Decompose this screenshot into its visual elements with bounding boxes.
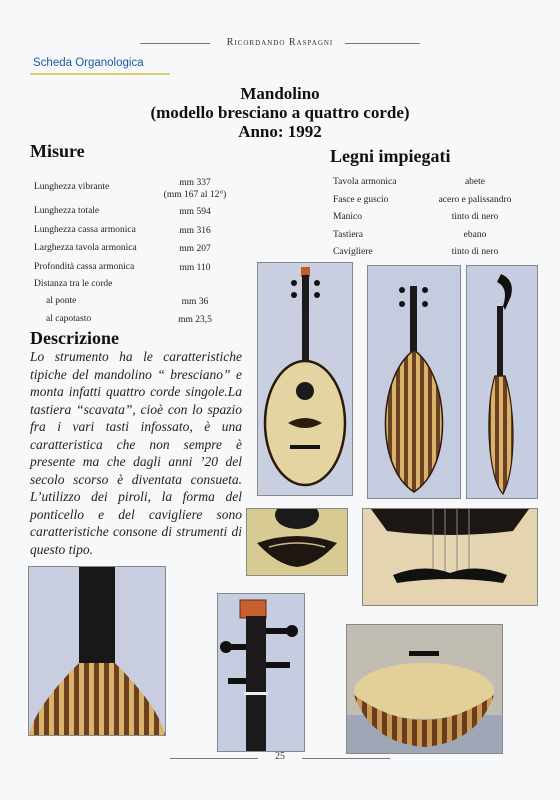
legni-wood: acero e palissandro	[438, 195, 512, 205]
header-rule-right	[345, 43, 420, 44]
mandolin-back-illustration	[368, 266, 460, 498]
rosette-illustration	[247, 509, 347, 575]
misure-label: Lunghezza vibrante	[34, 182, 110, 192]
legni-heading: Legni impiegati	[330, 146, 451, 166]
photo-mandolin-tail	[346, 624, 503, 754]
misure-value: mm 207	[179, 244, 211, 254]
legni-part: Manico	[333, 212, 363, 222]
photo-mandolin-side	[466, 265, 538, 499]
misure-value-main: mm 337	[179, 178, 211, 188]
misure-label: Lunghezza totale	[34, 206, 100, 216]
section-underline	[30, 73, 170, 75]
misure-label: al ponte	[46, 296, 77, 306]
legni-part: Tavola armonica	[333, 177, 397, 187]
footer-rule-right	[302, 758, 390, 759]
legni-part: Tastiera	[333, 230, 363, 240]
title-line-2: (modello bresciano a quattro corde)	[150, 103, 410, 122]
photo-bridge-detail	[362, 508, 538, 606]
misure-value: mm 594	[179, 207, 211, 217]
misure-value: mm 316	[179, 226, 211, 236]
legni-part: Fasce e guscio	[333, 195, 389, 205]
misure-label: Distanza tra le corde	[34, 279, 113, 289]
mandolin-tail-illustration	[347, 625, 502, 753]
misure-value: mm 36	[181, 297, 209, 307]
legni-wood: ebano	[463, 230, 487, 240]
legni-wood: abete	[464, 177, 486, 187]
neck-heel-illustration	[29, 567, 165, 735]
page-title	[120, 84, 440, 141]
misure-label: Lunghezza cassa armonica	[34, 225, 136, 235]
bridge-illustration	[363, 509, 537, 605]
misure-value: mm 110	[179, 263, 211, 273]
section-tag: Scheda Organologica	[33, 57, 144, 69]
legni-wood: tinto di nero	[451, 247, 499, 257]
photo-neck-heel	[28, 566, 166, 736]
title-line-1: Mandolino	[240, 84, 320, 103]
legni-part: Cavigliere	[333, 247, 373, 257]
footer-rule-left	[170, 758, 258, 759]
misure-heading: Misure	[30, 141, 85, 161]
descrizione-heading: Descrizione	[30, 328, 119, 348]
photo-mandolin-back	[367, 265, 461, 499]
misure-label: al capotasto	[46, 314, 92, 324]
misure-label: Larghezza tavola armonica	[34, 243, 137, 253]
misure-value	[155, 177, 235, 201]
mandolin-side-illustration	[467, 266, 537, 498]
mandolin-front-illustration	[258, 263, 352, 495]
misure-value-sub: (mm 167 al 12°)	[163, 190, 227, 200]
photo-mandolin-front	[257, 262, 353, 496]
running-header: Ricordando Raspagni	[226, 37, 334, 48]
photo-rosette-detail	[246, 508, 348, 576]
misure-label: Profondità cassa armonica	[34, 262, 135, 272]
misure-value: mm 23,5	[178, 315, 212, 325]
descrizione-text: Lo strumento ha le caratteristiche tipiche del mandolino “ bresciano” e monta infatti quattro corde singole.La tastiera “scavata”, cioè con lo spazio fra i vari tasti infossato, è una caratteristica che non sempre è presente ma che dagli anni ’20 del secolo scorso è diventata consueta. L’utilizzo dei piroli, la forma del ponticello e del cavigliere sono caratteristiche consone di strumenti di questo tipo.	[30, 349, 242, 557]
page-number: 25	[275, 751, 285, 762]
legni-wood: tinto di nero	[451, 212, 499, 222]
pegbox-illustration	[218, 594, 304, 751]
photo-pegbox-detail	[217, 593, 305, 752]
title-line-3: Anno: 1992	[238, 122, 322, 141]
